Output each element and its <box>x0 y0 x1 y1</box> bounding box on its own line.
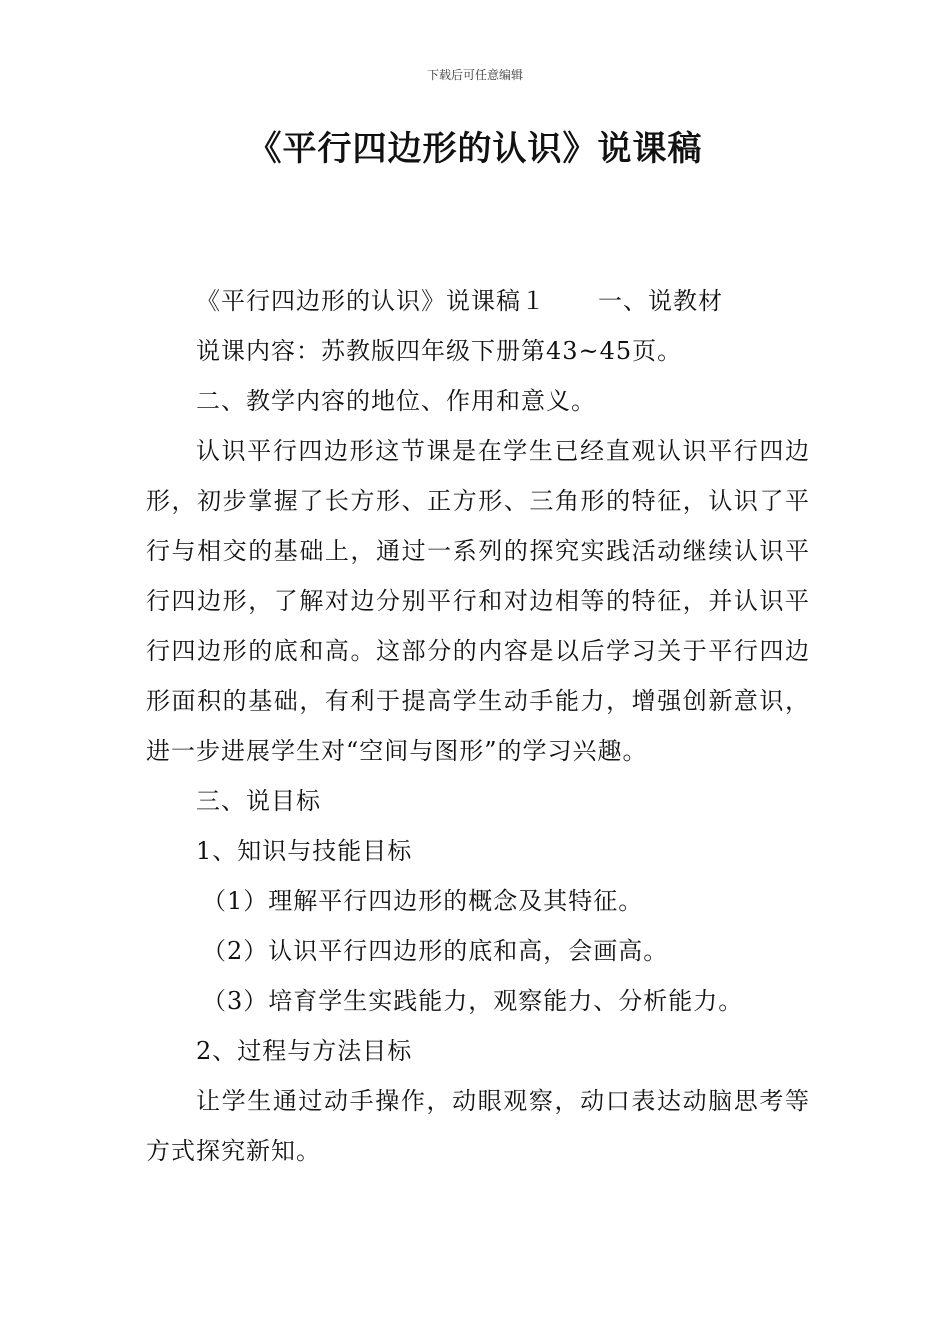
document-title: 《平行四边形的认识》说课稿 <box>247 129 703 169</box>
paragraph-intro <box>146 276 810 326</box>
document-body <box>146 276 810 1176</box>
section-heading-textbook: 一、说教材 <box>598 287 723 315</box>
paragraph-content-description: 认识平行四边形这节课是在学生已经直观认识平行四边形，初步掌握了长方形、正方形、三角形的特征，认识了平行与相交的基础上，通过一系列的探究实践活动继续认识平行四边形，了解对边分别平行和对边相等的特征，并认识平行四边形的底和高。这部分的内容是以后学习关于平行四边形面积的基础，有利于提高学生动手能力，增强创新意识，进一步进展学生对“空间与图形”的学习兴趣。 <box>146 437 810 765</box>
subheading-process-methods: 2、过程与方法目标 <box>196 1037 413 1065</box>
section-heading-content-role: 二、教学内容的地位、作用和意义。 <box>196 387 596 415</box>
section-heading-goals: 三、说目标 <box>196 787 321 815</box>
list-item-goal-1: （1）理解平行四边形的概念及其特征。 <box>202 887 644 915</box>
subtitle-text: 《平行四边形的认识》说课稿１ <box>196 287 546 315</box>
header-note: 下载后可任意编辑 <box>426 68 523 82</box>
subheading-knowledge-skills: 1、知识与技能目标 <box>196 837 413 865</box>
list-item-goal-2: （2）认识平行四边形的底和高，会画高。 <box>202 937 669 965</box>
paragraph-process-methods: 让学生通过动手操作，动眼观察，动口表达动脑思考等方式探究新知。 <box>146 1087 810 1165</box>
list-item-goal-3: （3）培育学生实践能力，观察能力、分析能力。 <box>202 987 744 1015</box>
paragraph-lesson-content: 说课内容：苏教版四年级下册第43~45页。 <box>196 337 683 365</box>
